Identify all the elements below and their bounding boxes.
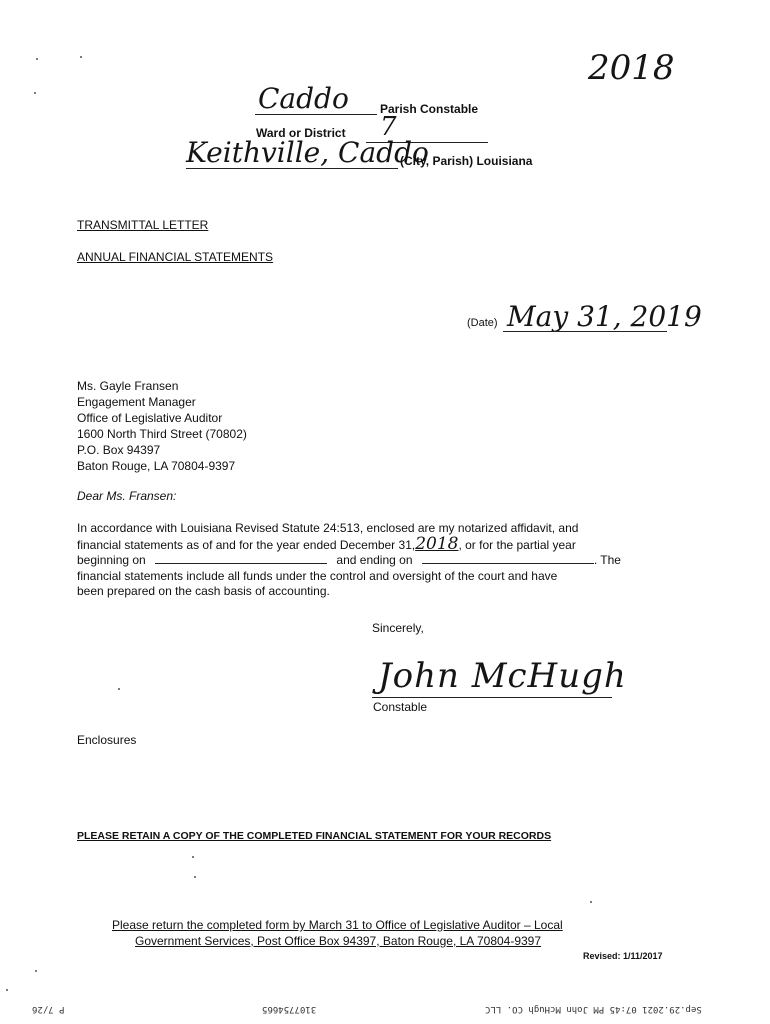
enclosures: Enclosures — [77, 733, 137, 747]
parish-label: Parish Constable — [380, 102, 479, 116]
parish-handwritten: Caddo — [258, 82, 349, 115]
scan-speck — [590, 901, 592, 903]
transmittal-title: TRANSMITTAL LETTER — [77, 218, 209, 232]
return-line-2: Government Services, Post Office Box 94397, Baton Rouge, LA 70804-9397 — [135, 934, 542, 948]
annual-title: ANNUAL FINANCIAL STATEMENTS — [77, 250, 274, 264]
fax-header-right: P 7/26 — [32, 1004, 65, 1014]
parish-line — [255, 114, 377, 115]
constable-label: Constable — [373, 700, 428, 714]
body-year-handwritten: 2018 — [415, 533, 459, 554]
city-handwritten: Keithville, Caddo — [186, 136, 429, 169]
signature: John McHugh — [378, 656, 627, 696]
handwritten-year: 2018 — [588, 48, 675, 88]
ending-blank — [422, 563, 594, 564]
date-handwritten: May 31, 2019 — [507, 300, 702, 333]
scan-speck — [36, 58, 38, 60]
beginning-label: beginning on — [77, 553, 146, 567]
scan-speck — [118, 688, 120, 690]
scan-speck — [6, 989, 8, 991]
retain-notice: PLEASE RETAIN A COPY OF THE COMPLETED FINANCIAL STATEMENT FOR YOUR RECORDS — [77, 830, 552, 842]
scan-speck — [192, 856, 194, 858]
revised-date: Revised: 1/11/2017 — [583, 951, 663, 961]
recipient-city: Baton Rouge, LA 70804-9397 — [77, 459, 236, 473]
body-line-2 — [77, 533, 669, 554]
fax-header-left: Sep.29.2021 07:45 PM John McHugh CO. LLC — [485, 1004, 702, 1014]
recipient-office: Office of Legislative Auditor — [77, 411, 223, 425]
date-label: (Date) — [467, 317, 498, 329]
signature-line — [372, 697, 612, 698]
fax-header-center: 3107754665 — [262, 1004, 317, 1014]
recipient-title: Engagement Manager — [77, 395, 196, 409]
recipient-name: Ms. Gayle Fransen — [77, 379, 179, 393]
recipient-po: P.O. Box 94397 — [77, 443, 161, 457]
body-line-1: In accordance with Louisiana Revised Statute 24:513, enclosed are my notarized affidavit, and — [77, 521, 579, 535]
scan-speck — [35, 970, 37, 972]
recipient-street: 1600 North Third Street (70802) — [77, 427, 247, 441]
return-line-1: Please return the completed form by March 31 to Office of Legislative Auditor – Local — [112, 918, 563, 932]
recipient-address — [77, 378, 247, 474]
body-line-2a: financial statements as of and for the year ended December 31, — [77, 537, 416, 552]
date-line — [503, 331, 667, 332]
salutation: Dear Ms. Fransen: — [77, 489, 177, 503]
ward-label: Ward or District — [256, 126, 346, 140]
scan-speck — [194, 876, 196, 878]
scan-speck — [80, 56, 82, 58]
scan-speck — [34, 92, 36, 94]
body-paragraph — [77, 521, 669, 600]
body-line-4: financial statements include all funds under the control and oversight of the court and have — [77, 568, 558, 583]
the-label: . The — [593, 553, 621, 567]
body-line-2b: , or for the partial year — [458, 537, 576, 552]
city-line — [186, 168, 398, 169]
ending-label: and ending on — [336, 553, 413, 567]
body-line-3 — [77, 553, 669, 569]
city-label: (City, Parish) Louisiana — [400, 154, 533, 168]
sincerely: Sincerely, — [372, 621, 424, 635]
ward-handwritten: 7 — [380, 112, 397, 142]
body-line-5: been prepared on the cash basis of accounting. — [77, 584, 330, 598]
beginning-blank — [155, 563, 327, 564]
